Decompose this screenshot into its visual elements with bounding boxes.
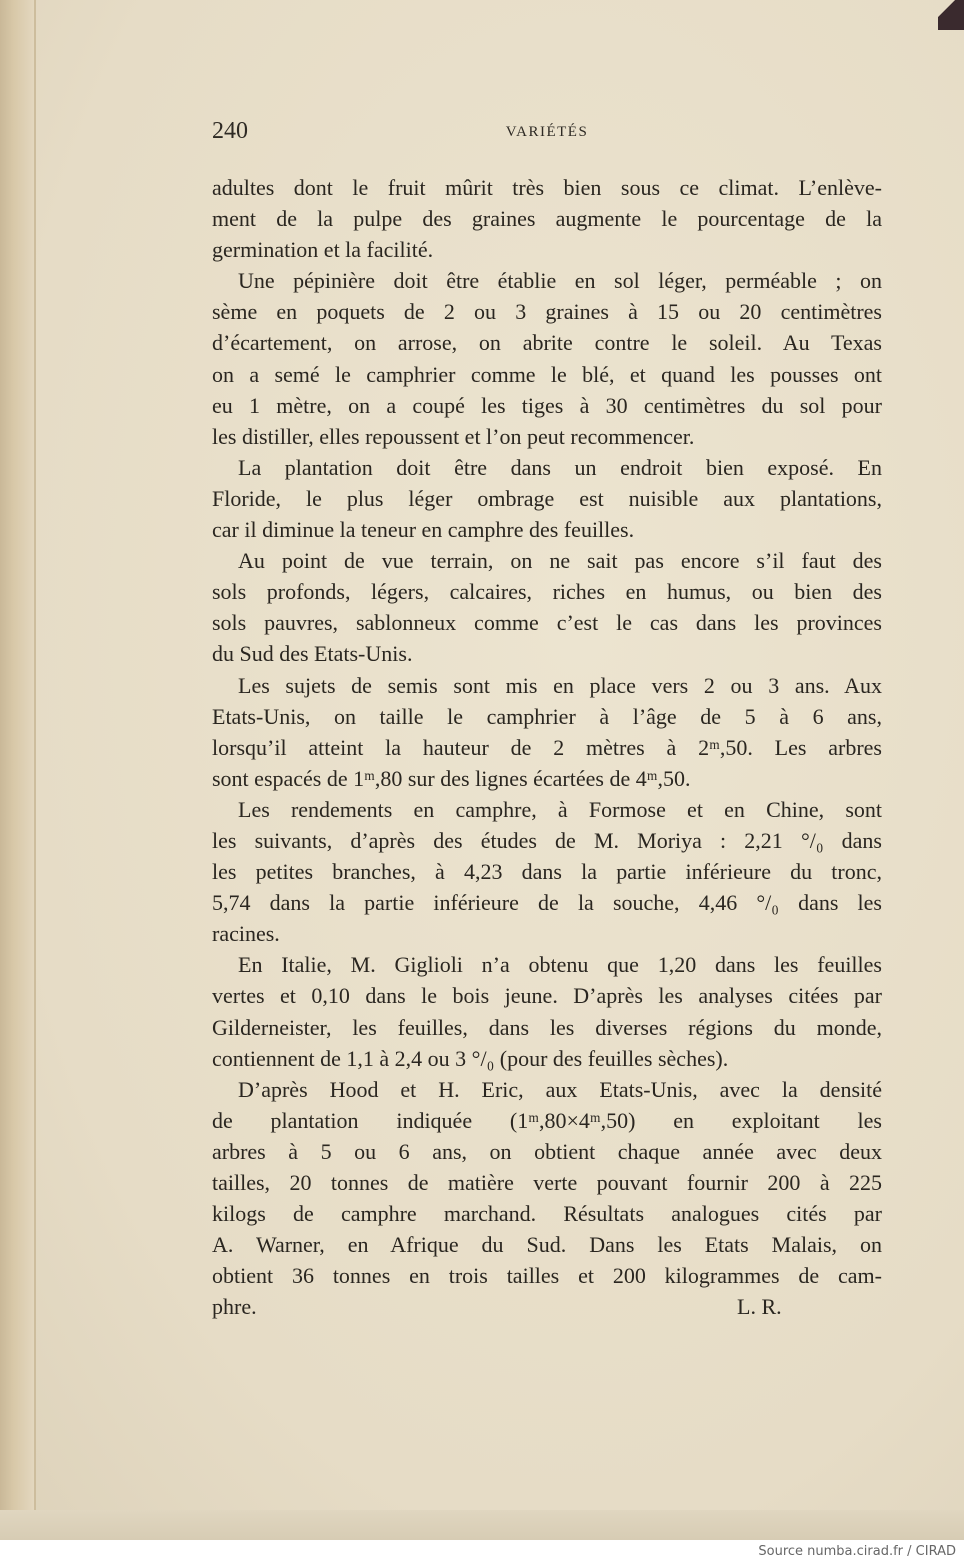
text-line: sols pauvres, sablonneux comme c’est le cas dans les provinces [212,610,882,636]
text-line: En Italie, M. Giglioli n’a obtenu que 1,20 dans les feuilles [238,952,882,978]
text-line: sème en poquets de 2 ou 3 graines à 15 ou 20 centimètres [212,299,882,325]
text-line: Les rendements en camphre, à Formose et en Chine, sont [238,796,882,822]
text-line: kilogs de camphre marchand. Résultats analogues cités par [212,1201,882,1227]
text-line: germination et la facilité. [212,237,434,263]
text-line: La plantation doit être dans un endroit bien exposé. En [238,454,882,480]
text-line: on a semé le camphrier comme le blé, et quand les pousses ont [212,361,882,387]
text-line: Les sujets de semis sont mis en place vers 2 ou 3 ans. Aux [238,672,882,698]
page-binding-edge [0,0,34,1540]
text-line: sont espacés de 1ᵐ,80 sur des lignes écartées de 4ᵐ,50. [212,765,691,791]
text-line: les distiller, elles repoussent et l’on peut recommencer. [212,423,695,449]
text-line: arbres à 5 ou 6 ans, on obtient chaque année avec deux [212,1138,882,1164]
text-line [212,1291,882,1322]
running-title: VARIÉTÉS [505,124,589,140]
page-bottom-edge [0,1510,964,1540]
text-line: 5,74 dans la partie inférieure de la souche, 4,46 °/₀ dans les [212,890,882,916]
source-credit: Source numba.cirad.fr / CIRAD [758,1544,956,1559]
text-line: lorsqu’il atteint la hauteur de 2 mètres à 2ᵐ,50. Les arbres [212,734,882,760]
text-line: sols profonds, légers, calcaires, riches en humus, ou bien des [212,579,882,605]
text-line: contiennent de 1,1 à 2,4 ou 3 °/₀ (pour des feuilles sèches). [212,1045,729,1071]
page-fold-line [34,0,36,1540]
text-line: car il diminue la teneur en camphre des feuilles. [212,517,635,543]
body-text [212,172,882,1322]
page-number: 240 [212,118,248,144]
text-line: adultes dont le fruit mûrit très bien sous ce climat. L’enlève- [212,175,882,200]
text-line: ment de la pulpe des graines augmente le pourcentage de la [212,206,882,232]
text-line: racines. [212,921,280,947]
text-line: Floride, le plus léger ombrage est nuisible aux plantations, [212,485,882,511]
text-line: du Sud des Etats-Unis. [212,641,413,667]
running-header [212,118,882,148]
text-line: de plantation indiquée (1ᵐ,80×4ᵐ,50) en exploitant les [212,1107,882,1133]
text-line: les suivants, d’après des études de M. Moriya : 2,21 °/₀ dans [212,827,882,853]
text-line: les petites branches, à 4,23 dans la partie inférieure du tronc, [212,859,882,885]
text-line: D’après Hood et H. Eric, aux Etats-Unis, avec la densité [238,1076,882,1102]
text-line: Une pépinière doit être établie en sol léger, perméable ; on [238,268,882,294]
cover-corner [938,0,964,30]
text-line: Gilderneister, les feuilles, dans les diverses régions du monde, [212,1014,882,1040]
text-line: A. Warner, en Afrique du Sud. Dans les Etats Malais, on [212,1232,882,1258]
author-signature: L. R. [737,1294,782,1320]
last-line-text: phre. [212,1294,257,1320]
text-line: tailles, 20 tonnes de matière verte pouvant fournir 200 à 225 [212,1170,882,1195]
text-line: d’écartement, on arrose, on abrite contre le soleil. Au Texas [212,330,882,356]
text-line: obtient 36 tonnes en trois tailles et 200 kilogrammes de cam- [212,1263,882,1289]
text-line: eu 1 mètre, on a coupé les tiges à 30 centimètres du sol pour [212,392,882,418]
text-line: vertes et 0,10 dans le bois jeune. D’après les analyses citées par [212,983,882,1009]
text-line: Etats-Unis, on taille le camphrier à l’âge de 5 à 6 ans, [212,703,882,729]
text-line: Au point de vue terrain, on ne sait pas encore s’il faut des [238,548,882,574]
